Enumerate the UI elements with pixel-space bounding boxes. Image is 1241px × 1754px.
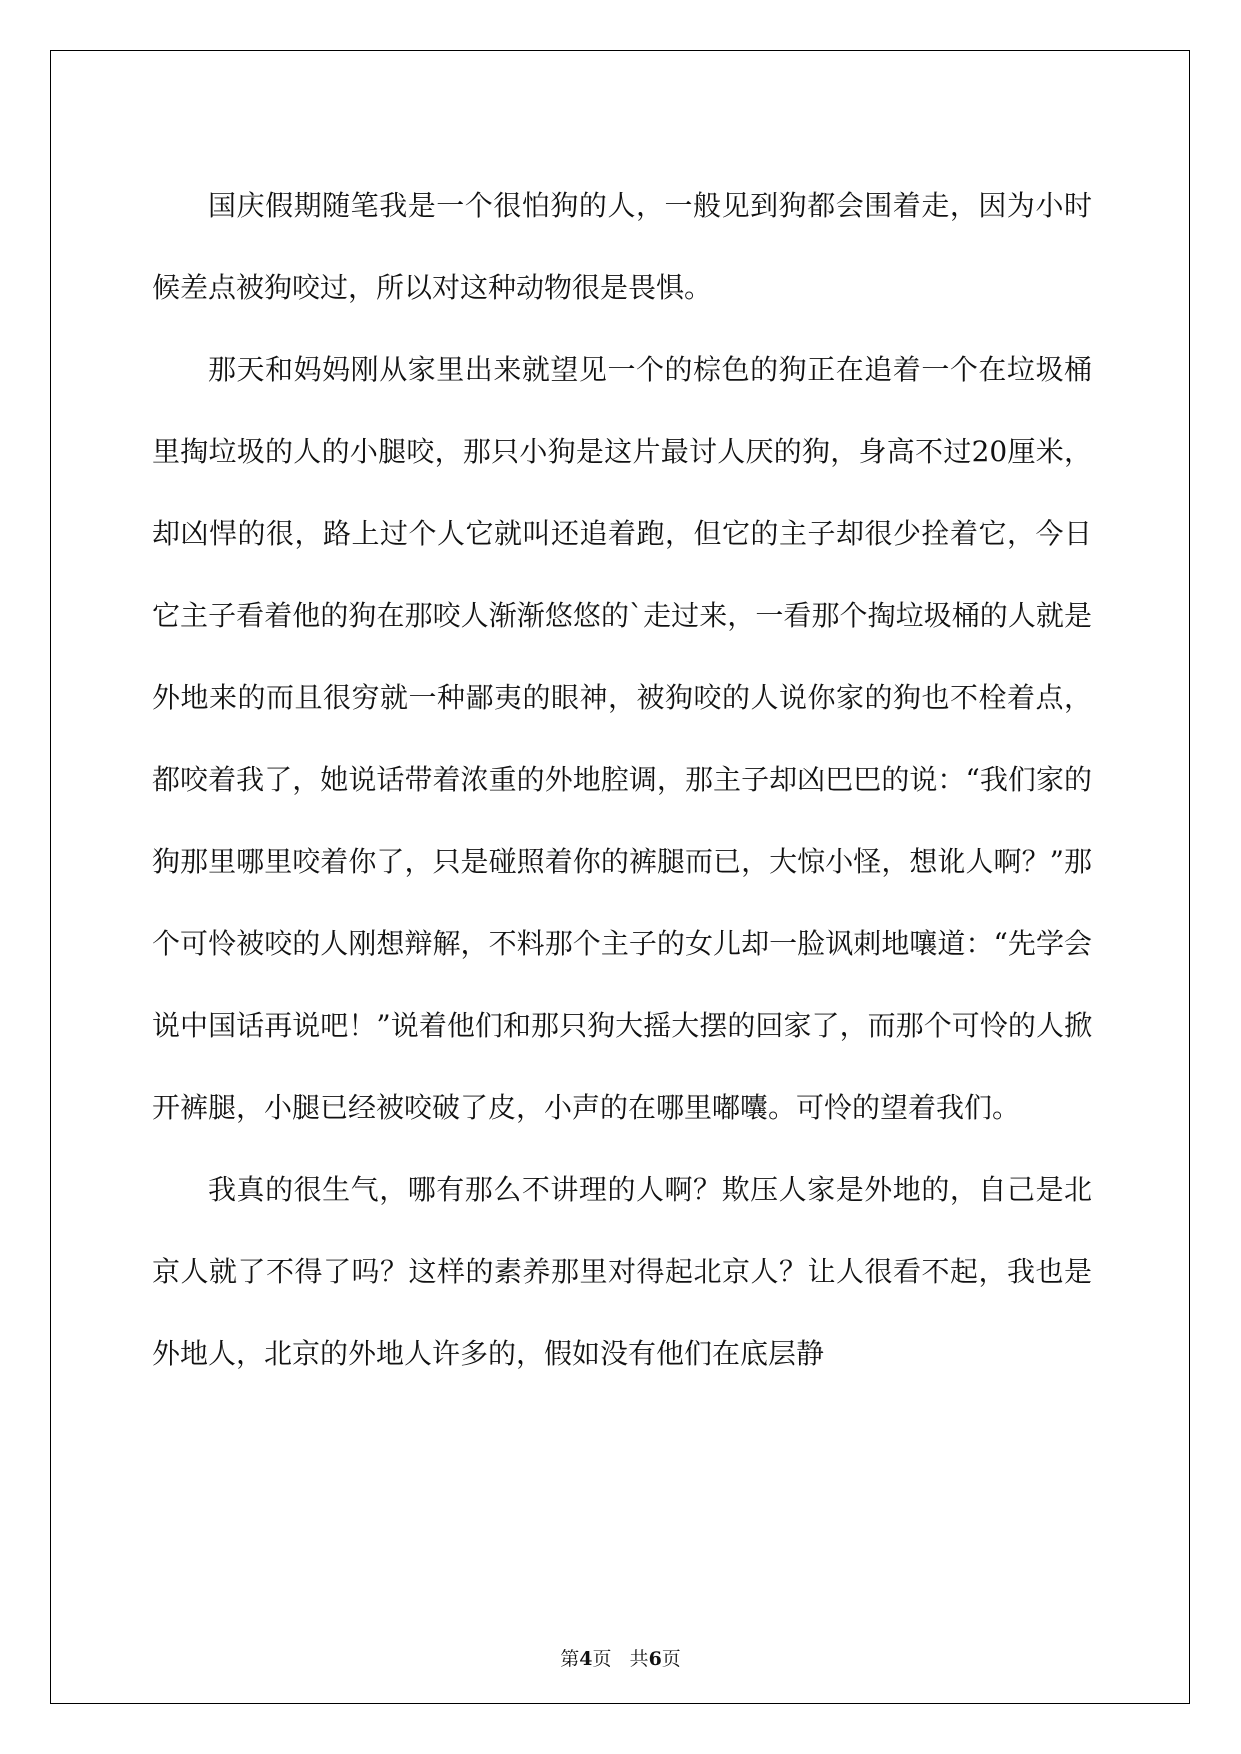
- footer-suffix: 页: [661, 1648, 681, 1670]
- document-body: [152, 165, 1092, 1395]
- footer-prefix: 第: [560, 1648, 580, 1670]
- paragraph-1: 国庆假期随笔我是一个很怕狗的人，一般见到狗都会围着走，因为小时候差点被狗咬过，所以对这种动物很是畏惧。: [152, 189, 1092, 304]
- current-page-number: 4: [579, 1648, 593, 1670]
- paragraph-3: 我真的很生气，哪有那么不讲理的人啊？欺压人家是外地的，自己是北京人就了不得了吗？这样的素养那里对得起北京人？让人很看不起，我也是外地人，北京的外地人许多的，假如没有他们在底层静: [152, 1173, 1092, 1370]
- page-footer: [0, 1644, 1241, 1671]
- footer-middle: 页 共: [592, 1648, 649, 1670]
- total-page-number: 6: [648, 1648, 662, 1670]
- paragraph-2: 那天和妈妈刚从家里出来就望见一个的棕色的狗正在追着一个在垃圾桶里掏垃圾的人的小腿咬，那只小狗是这片最讨人厌的狗，身高不过20厘米，却凶悍的很，路上过个人它就叫还追着跑，但它的主子却很少拴着它，今日它主子看着他的狗在那咬人渐渐悠悠的`走过来，一看那个掏垃圾桶的人就是外地来的而且很穷就一种鄙夷的眼神，被狗咬的人说你家的狗也不栓着点，都咬着我了，她说话带着浓重的外地腔调，那主子却凶巴巴的说：“我们家的狗那里哪里咬着你了，只是碰照着你的裤腿而已，大惊小怪，想讹人啊？”那个可怜被咬的人刚想辩解，不料那个主子的女儿却一脸讽刺地嚷道：“先学会说中国话再说吧！”说着他们和那只狗大摇大摆的回家了，而那个可怜的人掀开裤腿，小腿已经被咬破了皮，小声的在哪里嘟囔。可怜的望着我们。: [152, 353, 1092, 1124]
